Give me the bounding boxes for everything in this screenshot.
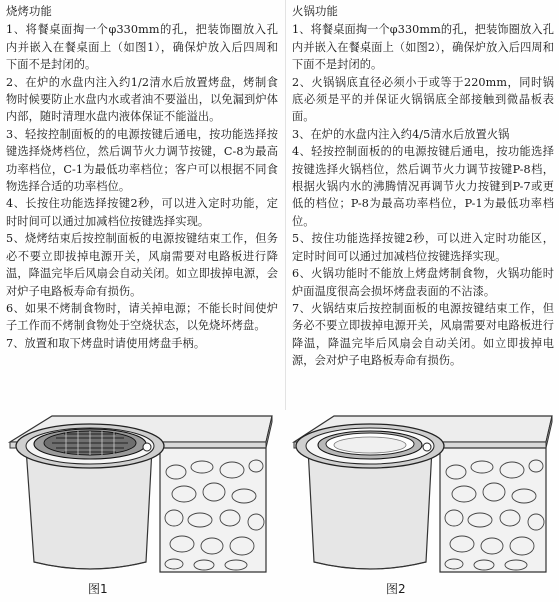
figure-2-caption: 图2 xyxy=(386,582,406,596)
figure-1-bbq-illustration xyxy=(4,412,274,577)
bbq-step-2: 2、在炉的水盘内注入约1/2清水后放置烤盘，烤制食物时候要防止水盘内水或者油不要溢出，以免漏到炉体内部，随时清理水盘内液体保证不能溢出。 xyxy=(6,75,278,124)
bbq-step-6: 6、如果不烤制食物时，请关掉电源；不能长时间使炉子工作而不烤制食物处于空烧状态，以免烧坏烤盘。 xyxy=(6,301,278,333)
bbq-column xyxy=(6,3,278,352)
bbq-step-1: 1、将餐桌面掏一个φ330mm的孔，把装饰圈放入孔内并嵌入在餐桌面上（如图1），确保炉放入后四周和下面不是封闭的。 xyxy=(6,23,278,72)
hotpot-step-1: 1、将餐桌面掏一个φ330mm的孔，把装饰圈放入孔内并嵌入在餐桌面上（如图2），确保炉放入后四周和下面不是封闭的。 xyxy=(292,23,554,72)
bbq-step-5: 5、烧烤结束后按控制面板的电源按键结束工作，但务必不要立即拔掉电源开关，风扇需要对电路板进行降温，降温完毕后风扇会自动关闭。如立即拔掉电源，会对炉子电路板寿命有损伤。 xyxy=(6,232,278,298)
hotpot-step-7: 7、火锅结束后按控制面板的电源按键结束工作，但务必不要立即拔掉电源开关，风扇需要对电路板进行降温，降温完毕后风扇会自动关闭。如立即拔掉电源，会对炉子电路板寿命有损伤。 xyxy=(292,301,554,368)
bbq-step-3: 3、轻按控制面板的的电源按键后通电，按功能选择按键选择烧烤档位，然后调节火力调节按键，C-8为最高功率档位，C-1为最低功率档位；客户可以根据不同食物选择合适的功率档位。 xyxy=(6,127,278,194)
bbq-step-7: 7、放置和取下烤盘时请使用烤盘手柄。 xyxy=(6,336,206,350)
figure-1-caption: 图1 xyxy=(88,582,108,596)
hotpot-section-title: 火锅功能 xyxy=(292,4,338,18)
hotpot-step-3: 3、在炉的水盘内注入约4/5清水后放置火锅 xyxy=(292,127,510,141)
hotpot-step-5: 5、按住功能选择按键2秒，可以进入定时功能区，定时时间可以通过加减档位按键选择实现。 xyxy=(292,232,554,263)
bbq-step-4: 4、长按住功能选择按键2秒，可以进入定时功能，定时时间可以通过加减档位按键选择实现。 xyxy=(6,197,278,228)
hotpot-column xyxy=(292,3,554,370)
bbq-section-title: 烧烤功能 xyxy=(6,4,52,18)
hotpot-step-6: 6、火锅功能时不能放上烤盘烤制食物，火锅功能时炉面温度很高会损坏烤盘表面的不沾漆。 xyxy=(292,267,554,298)
hotpot-step-2: 2、火锅锅底直径必须小于或等于220mm，同时锅底必须是平的并保证火锅锅底全部接触到微晶板表面。 xyxy=(292,75,554,124)
figure-2-hotpot-illustration xyxy=(290,412,559,577)
hotpot-step-4: 4、轻按控制面板的的电源按键后通电，按功能选择按键选择火锅档位，然后调节火力调节按键P-8档，根据火锅内水的沸腾情况再调节火力按键到P-7或更低的档位；P-8为最高功率档位，P-1为最低功率档位。 xyxy=(292,145,554,228)
column-divider xyxy=(285,0,286,410)
